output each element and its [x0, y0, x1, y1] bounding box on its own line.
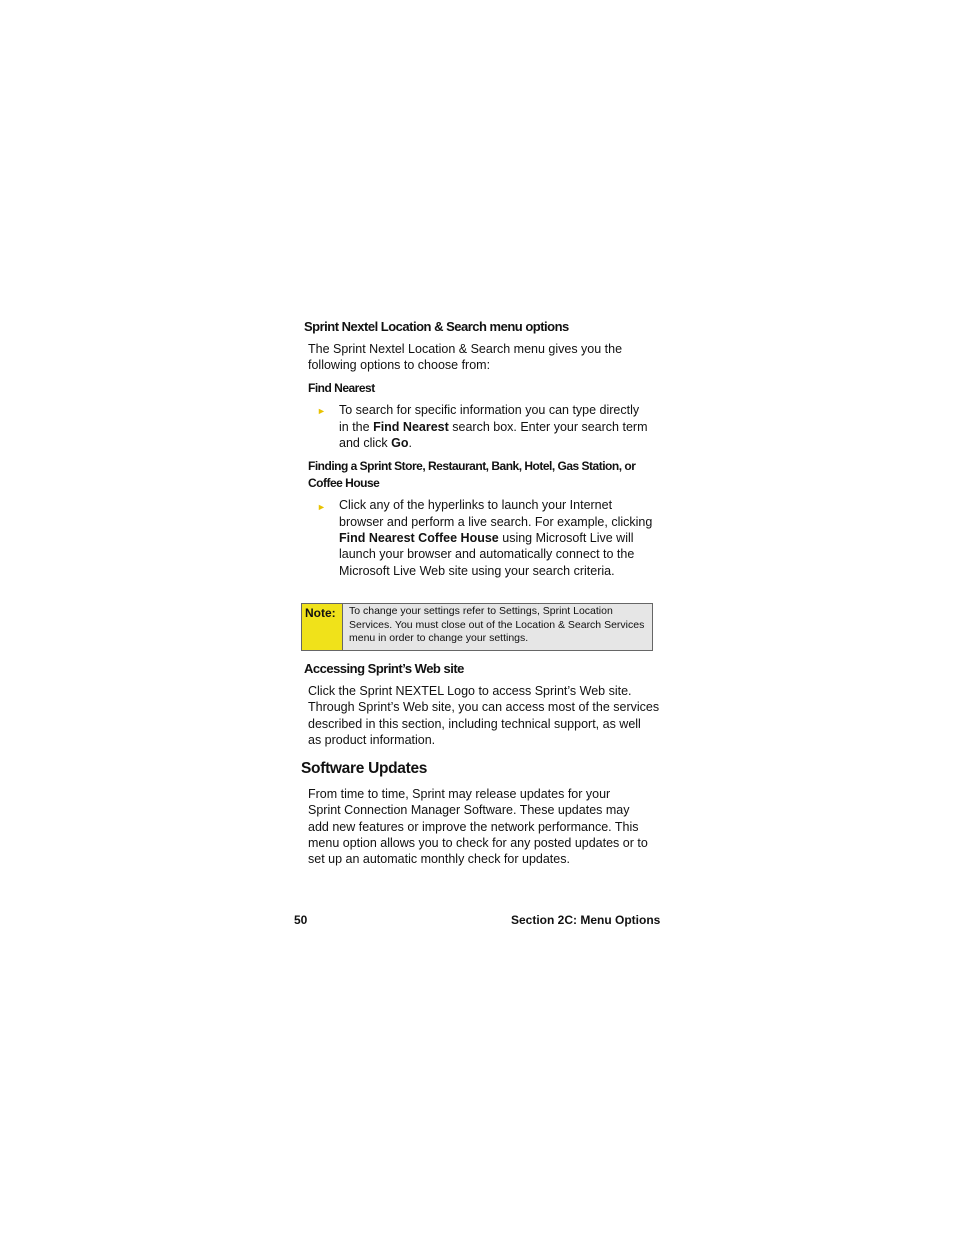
section-heading-web-site: Accessing Sprint’s Web site [304, 661, 464, 676]
software-updates-line-2: Sprint Connection Manager Software. These updates may [308, 803, 630, 817]
note-text [343, 604, 652, 650]
note-line-2: Services. You must close out of the Location & Search Services [349, 618, 645, 631]
web-site-line-3: described in this section, including technical support, as well [308, 717, 641, 731]
section-heading-software-updates: Software Updates [301, 760, 428, 777]
software-updates-line-1: From time to time, Sprint may release updates for your [308, 787, 611, 801]
section-heading-location-search: Sprint Nextel Location & Search menu options [304, 319, 569, 334]
bullet2-line-3: Find Nearest Coffee House using Microsoft Live will [339, 531, 634, 545]
subheading-finding-store-line-1: Finding a Sprint Store, Restaurant, Bank, Hotel, Gas Station, or [308, 459, 636, 473]
bullet-arrow-icon: ► [317, 502, 326, 512]
bullet2-line-2: browser and perform a live search. For example, clicking [339, 515, 653, 529]
note-line-3: menu in order to change your settings. [349, 632, 529, 644]
web-site-line-2: Through Sprint’s Web site, you can access most of the services [308, 700, 660, 714]
web-site-line-1: Click the Sprint NEXTEL Logo to access Sprint’s Web site. [308, 684, 632, 698]
bullet1-line-1: To search for specific information you can type directly [339, 403, 640, 417]
intro-line-2: following options to choose from: [308, 358, 491, 372]
section-label: Section 2C: Menu Options [511, 913, 661, 927]
software-updates-line-3: add new features or improve the network performance. This [308, 820, 639, 834]
note-line-1: To change your settings refer to Settings, Sprint Location [349, 605, 613, 617]
page-number: 50 [294, 913, 308, 927]
bullet1-line-2: in the Find Nearest search box. Enter your search term [339, 420, 648, 434]
note-label: Note: [302, 604, 343, 650]
subheading-finding-store-line-2: Coffee House [308, 476, 380, 490]
web-site-line-4: as product information. [308, 733, 436, 747]
software-updates-line-4: menu option allows you to check for any posted updates or to [308, 836, 648, 850]
bullet2-line-4: launch your browser and automatically connect to the [339, 547, 635, 561]
bullet-arrow-icon: ► [317, 406, 326, 416]
note-box [301, 603, 653, 651]
bullet2-line-5: Microsoft Live Web site using your search criteria. [339, 564, 615, 578]
bullet1-line-3: and click Go. [339, 436, 412, 450]
subheading-find-nearest: Find Nearest [308, 381, 375, 395]
bullet2-line-1: Click any of the hyperlinks to launch your Internet [339, 498, 613, 512]
software-updates-line-5: set up an automatic monthly check for updates. [308, 852, 570, 866]
intro-line-1: The Sprint Nextel Location & Search menu gives you the [308, 342, 623, 356]
